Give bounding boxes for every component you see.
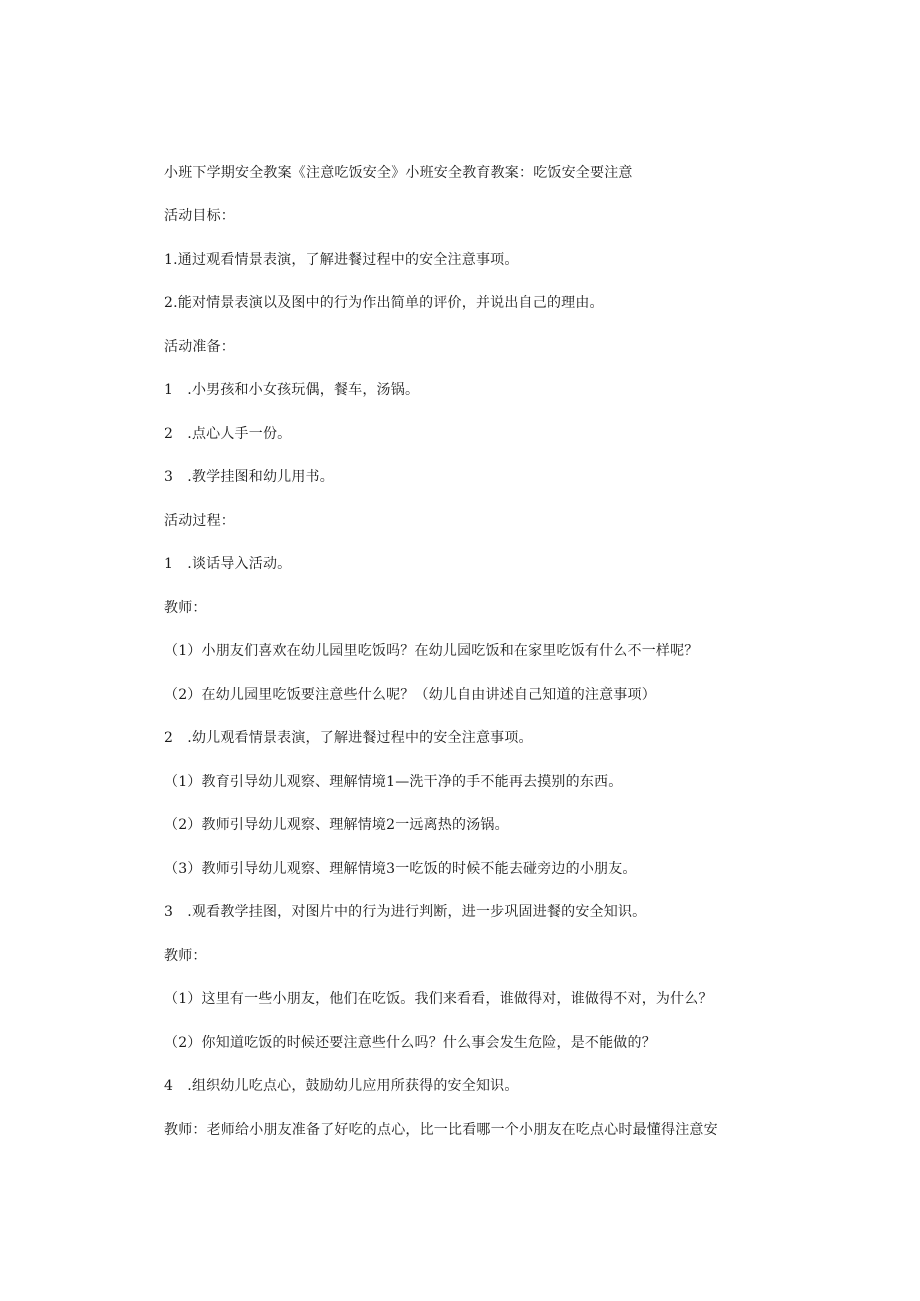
paragraph: 2 .点心人手一份。 xyxy=(164,426,292,442)
paragraph: 2 .幼儿观看情景表演，了解进餐过程中的安全注意事项。 xyxy=(164,730,533,746)
paragraph: 3 .教学挂图和幼儿用书。 xyxy=(164,469,334,485)
paragraph: （1）小朋友们喜欢在幼儿园里吃饭吗？在幼儿园吃饭和在家里吃饭有什么不一样呢？ xyxy=(164,643,699,659)
paragraph: 1 .谈话导入活动。 xyxy=(164,556,292,572)
paragraph: （3）教师引导幼儿观察、理解情境3一吃饭的时候不能去碰旁边的小朋友。 xyxy=(164,861,637,877)
paragraph: 4 .组织幼儿吃点心，鼓励幼儿应用所获得的安全知识。 xyxy=(164,1078,519,1094)
paragraph: （2）教师引导幼儿观察、理解情境2一远离热的汤锅。 xyxy=(164,817,509,833)
paragraph: 3 .观看教学挂图，对图片中的行为进行判断，进一步巩固进餐的安全知识。 xyxy=(164,904,647,920)
section-heading-preparation: 活动准备： xyxy=(164,339,235,355)
document-title: 小班下学期安全教案《注意吃饭安全》小班安全教育教案：吃饭安全要注意 xyxy=(164,165,633,181)
paragraph: 1.通过观看情景表演，了解进餐过程中的安全注意事项。 xyxy=(164,252,519,268)
paragraph: 教师： xyxy=(164,948,207,964)
paragraph: （1）教育引导幼儿观察、理解情境1—洗干净的手不能再去摸别的东西。 xyxy=(164,774,623,790)
paragraph: 教师： xyxy=(164,600,207,616)
paragraph: 1 .小男孩和小女孩玩偶，餐车，汤锅。 xyxy=(164,382,420,398)
paragraph: （2）你知道吃饭的时候还要注意些什么吗？什么事会发生危险，是不能做的？ xyxy=(164,1035,656,1051)
section-heading-process: 活动过程： xyxy=(164,513,235,529)
paragraph: 教师：老师给小朋友准备了好吃的点心，比一比看哪一个小朋友在吃点心时最懂得注意安 xyxy=(164,1122,718,1138)
section-heading-goals: 活动目标： xyxy=(164,208,235,224)
paragraph: （1）这里有一些小朋友，他们在吃饭。我们来看看，谁做得对，谁做得不对，为什么？ xyxy=(164,991,713,1007)
paragraph: （2）在幼儿园里吃饭要注意些什么呢？（幼儿自由讲述自己知道的注意事项） xyxy=(164,687,656,703)
paragraph: 2.能对情景表演以及图中的行为作出简单的评价，并说出自己的理由。 xyxy=(164,295,604,311)
